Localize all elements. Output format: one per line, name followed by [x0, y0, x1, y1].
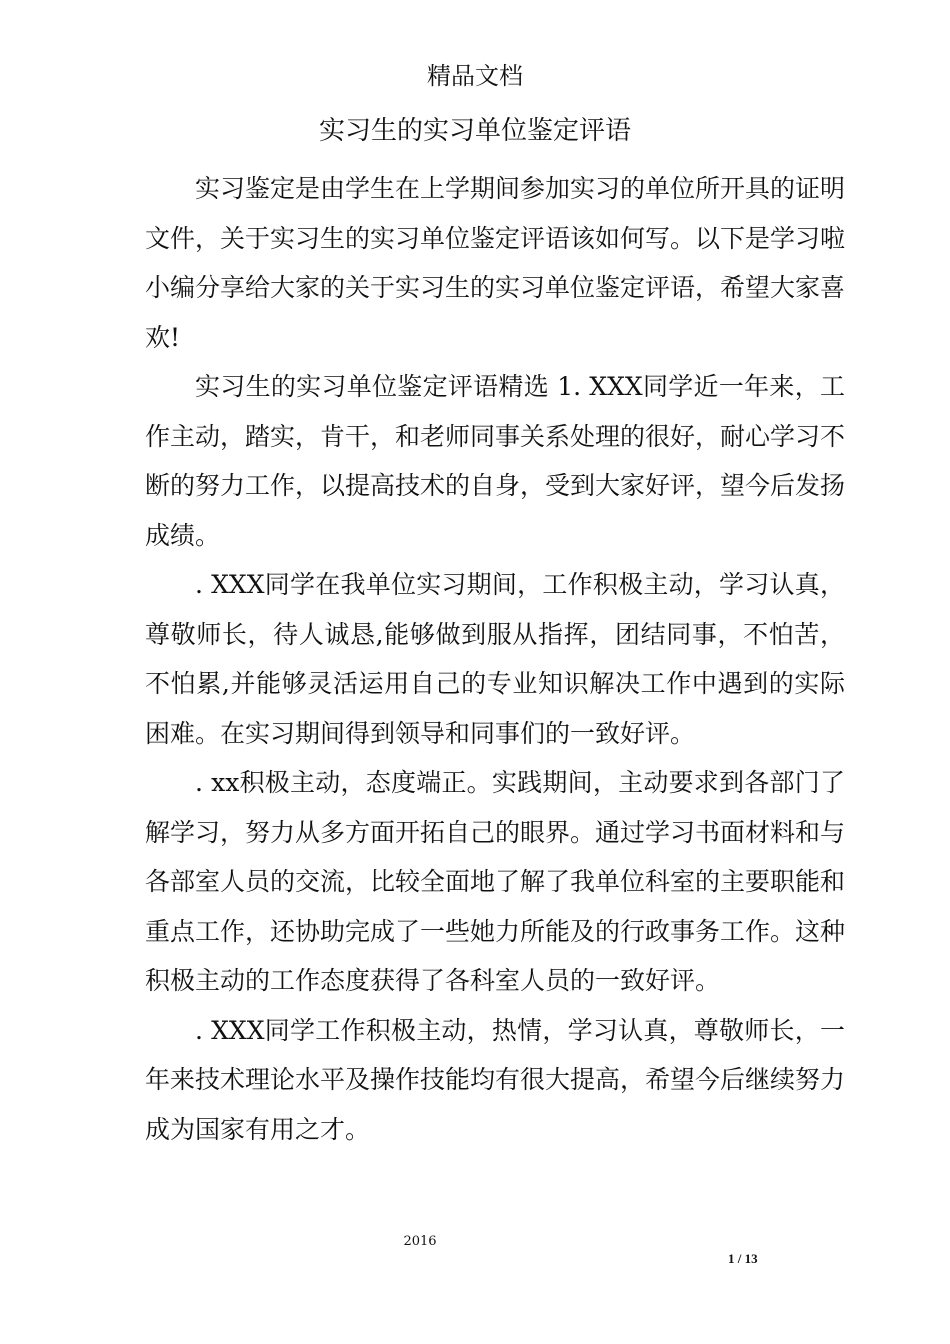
- paragraph-comment-2: . XXX同学在我单位实习期间，工作积极主动，学习认真，尊敬师长，待人诚恳,能够做到服从指挥，团结同事，不怕苦，不怕累,并能够灵活运用自己的专业知识解决工作中遇到的实际困难。在实习期间得到领导和同事们的一致好评。: [145, 570, 845, 748]
- paragraph-comment-1: 实习生的实习单位鉴定评语精选 1. XXX同学近一年来，工作主动，踏实，肯干，和老师同事关系处理的很好，耐心学习不断的努力工作，以提高技术的自身，受到大家好评，望今后发扬成绩。: [145, 372, 846, 550]
- header-label: 精品文档: [427, 62, 523, 90]
- document-title: 实习生的实习单位鉴定评语: [318, 116, 631, 146]
- paragraph-intro: 实习鉴定是由学生在上学期间参加实习的单位所开具的证明文件，关于实习生的实习单位鉴定评语该如何写。以下是学习啦小编分享给大家的关于实习生的实习单位鉴定评语，希望大家喜欢!: [145, 174, 846, 352]
- page-number: 1 / 13: [728, 1251, 758, 1266]
- document-body: [145, 164, 845, 1154]
- footer-year: 2016: [403, 1234, 437, 1249]
- paragraph-comment-3: . xx积极主动，态度端正。实践期间，主动要求到各部门了解学习，努力从多方面开拓自己的眼界。通过学习书面材料和与各部室人员的交流，比较全面地了解了我单位科室的主要职能和重点工作，还协助完成了一些她力所能及的行政事务工作。这种积极主动的工作态度获得了各科室人员的一致好评。: [145, 768, 846, 995]
- paragraph-comment-4: . XXX同学工作积极主动，热情，学习认真，尊敬师长，一年来技术理论水平及操作技能均有很大提高，希望今后继续努力成为国家有用之才。: [145, 1015, 846, 1144]
